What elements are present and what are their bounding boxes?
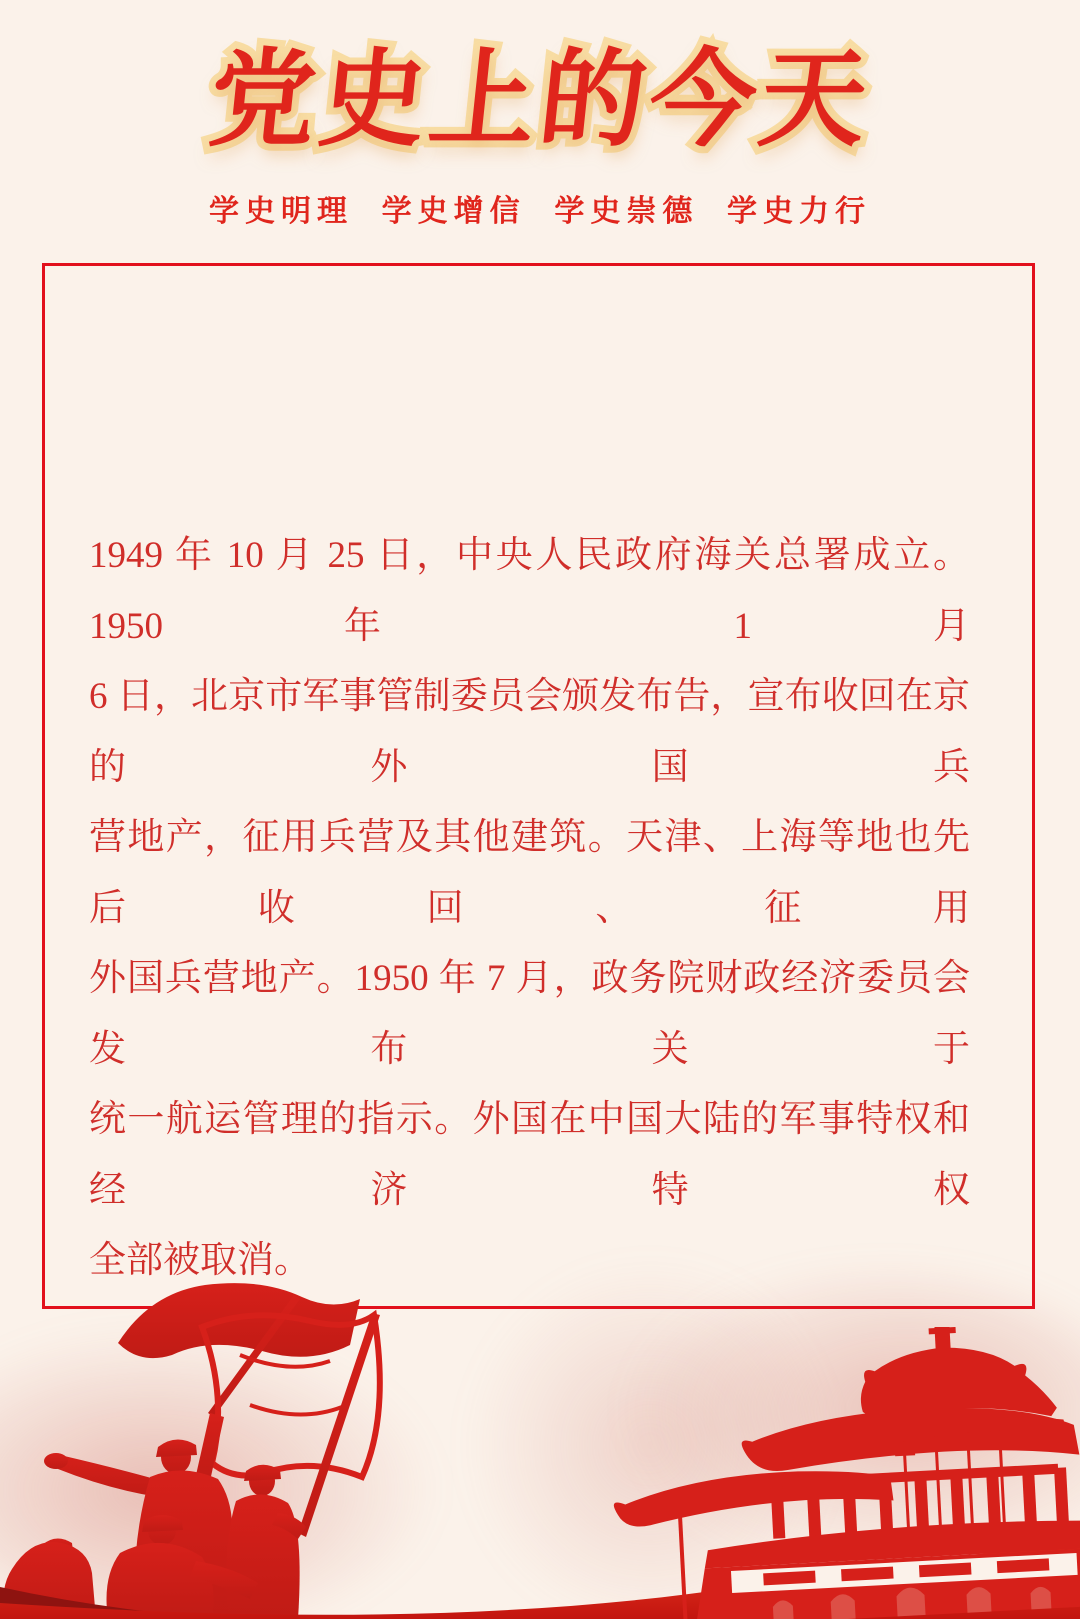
article-box bbox=[42, 263, 1035, 1309]
article-line: 全部被取消。 bbox=[89, 1240, 311, 1281]
page-title: 党史上的今天 bbox=[203, 41, 877, 159]
tiananmen-gate-illustration bbox=[608, 1327, 1080, 1619]
article-text bbox=[89, 521, 970, 1297]
bottom-wave-decoration bbox=[0, 1255, 1080, 1619]
watercolor-wash-left bbox=[0, 1325, 440, 1619]
watercolor-wash-right bbox=[620, 1275, 1080, 1575]
article-line: 统一航运管理的指示。外国在中国大陆的军事特权和经济特权 bbox=[89, 1099, 970, 1211]
article-line: 外国兵营地产。1950 年 7 月，政务院财政经济委员会发布关于 bbox=[89, 958, 970, 1070]
article-line: 1949 年 10 月 25 日，中央人民政府海关总署成立。1950 年 1 月 bbox=[89, 535, 970, 647]
outline-flag-icon bbox=[202, 1315, 380, 1477]
soldiers-illustration bbox=[0, 1265, 480, 1619]
footer-artwork bbox=[0, 1255, 1080, 1619]
article-line: 6 日，北京市军事管制委员会颁发布告，宣布收回在京的外国兵 bbox=[89, 676, 970, 788]
terrace-flags-icon bbox=[894, 1430, 1015, 1530]
page-subtitle: 学史明理 学史增信 学史崇德 学史力行 bbox=[208, 195, 871, 228]
article-line: 营地产，征用兵营及其他建筑。天津、上海等地也先后收回、征用 bbox=[89, 817, 970, 929]
watercolor-wash-center bbox=[470, 1265, 830, 1619]
